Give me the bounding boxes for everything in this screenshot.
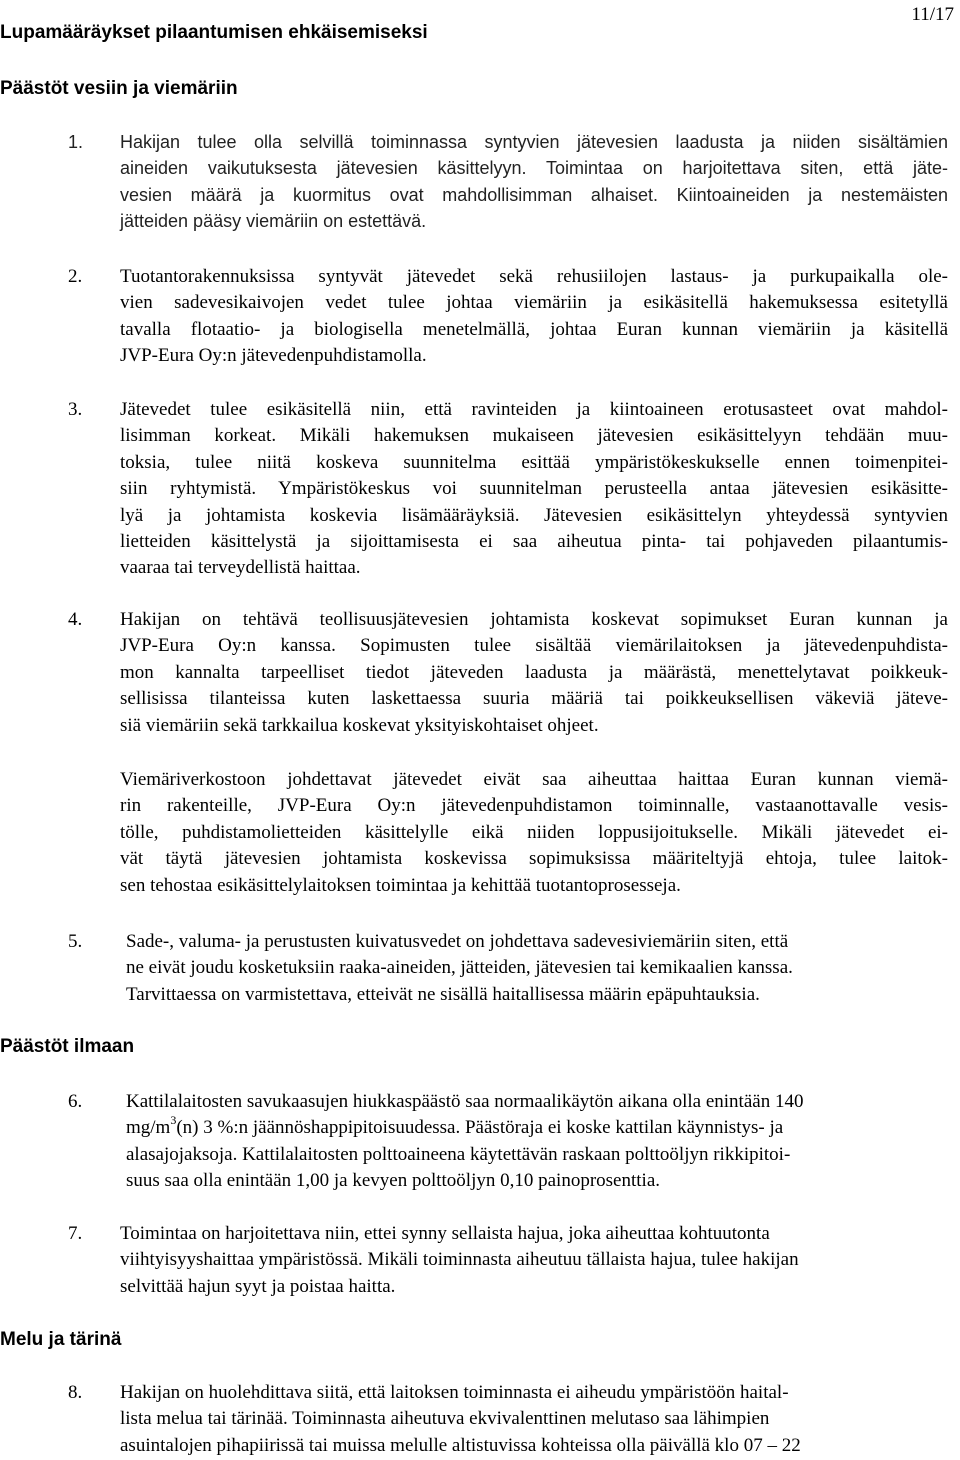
text-line: sen tehostaa esikäsittelylaitoksen toimintaa ja kehittää tuotantoprosesseja. xyxy=(120,874,681,896)
text-line: alasajojaksoja. Kattilalaitosten polttoaineena käytettävän raskaan polttoöljyn rikkipitoi- xyxy=(126,1143,791,1165)
text-line: lista melua tai tärinää. Toiminnasta aiheutuva ekvivalenttinen melutaso saa lähimpien xyxy=(120,1408,770,1430)
text-line: asuintalojen pihapiirissä tai muissa melulle altistuvissa kohteissa olla päivällä klo 07 – 22 xyxy=(120,1434,801,1456)
item-number: 6. xyxy=(68,1091,83,1112)
text-fragment: (n) 3 %:n jäännöshappipitoisuudessa. Päästöraja ei koske kattilan käynnistys- ja xyxy=(176,1117,784,1139)
text-line: Hakijan on tehtävä teollisuusjätevesien johtamista koskevat sopimukset Euran kunnan ja xyxy=(120,609,948,630)
text-line: Jätevedet tulee esikäsitellä niin, että ravinteiden ja kiintoaineen erotusasteet ovat mahdol- xyxy=(120,399,948,420)
item-number: 5. xyxy=(68,931,83,952)
item-text xyxy=(120,607,948,739)
item-text xyxy=(120,1380,948,1459)
item-text xyxy=(126,929,948,1008)
item-number: 1. xyxy=(68,132,84,152)
text-line: aineiden vaikutuksesta jätevesien käsittelyyn. Toimintaa on harjoitettava siten, että jäte- xyxy=(120,158,948,179)
text-line: tavalla flotaatio- ja biologisella menetelmällä, johtaa Euran kunnan viemäriin ja käsitellä xyxy=(120,318,948,340)
item-text xyxy=(120,264,948,370)
text-line: Hakijan on huolehdittava siitä, että laitoksen toiminnasta ei aiheudu ympäristöön haital- xyxy=(120,1382,789,1403)
text-line: siä viemäriin sekä tarkkailua koskevat yksityiskohtaiset ohjeet. xyxy=(120,714,599,736)
section-heading-noise: Melu ja tärinä xyxy=(0,1329,122,1350)
item-number: 8. xyxy=(68,1382,83,1403)
text-line: vien sadevesikaivojen vedet tulee johtaa viemäriin ja esikäsitellä hakemuksessa esitetyllä xyxy=(120,292,948,314)
text-line: Viemäriverkostoon johdettavat jätevedet eivät saa aiheuttaa haittaa Euran kunnan viemä- xyxy=(120,769,948,790)
item-text xyxy=(120,767,948,899)
text-line: Sade-, valuma- ja perustusten kuivatusvedet on johdettava sadevesiviemäriin siten, että xyxy=(126,931,789,952)
text-line: Tarvittaessa on varmistettava, etteivät ne sisällä haitallisessa määrin epäpuhtauksia. xyxy=(126,983,760,1005)
text-line: siin ryhtymistä. Ympäristökeskus voi suunnitelman perusteella antaa jätevesien esikäsitte- xyxy=(120,478,948,500)
text-line: JVP-Eura Oy:n jätevedenpuhdistamolla. xyxy=(120,345,427,367)
text-line: lyä ja johtamista koskevia lisämääräyksiä. Jätevesien esikäsittelyn yhteydessä syntyvien xyxy=(120,504,948,526)
text-line: Hakijan tulee olla selvillä toiminnassa syntyvien jätevesien laadusta ja niiden sisältämien xyxy=(120,132,948,152)
item-number: 7. xyxy=(68,1223,83,1244)
text-line: Kattilalaitosten savukaasujen hiukkaspäästö saa normaalikäytön aikana olla enintään 140 xyxy=(126,1091,804,1112)
text-line: tölle, puhdistamolietteiden käsittelylle eikä niiden loppusijoitukselle. Mikäli jätevedet ei- xyxy=(120,821,948,843)
superscript: 3 xyxy=(170,1113,177,1128)
item-number: 3. xyxy=(68,399,83,420)
text-line: JVP-Eura Oy:n kanssa. Sopimusten tulee sisältää viemärilaitoksen ja jätevedenpuhdista- xyxy=(120,635,948,657)
item-number: 4. xyxy=(68,609,83,630)
text-line: toksia, tulee niitä koskeva suunnitelma esittää ympäristökeskukselle ennen toimenpitei- xyxy=(120,451,948,473)
text-line: lietteiden käsittelystä ja sijoittamisesta ei saa aiheutua pinta- tai pohjaveden pilaantumis- xyxy=(120,531,948,553)
text-line xyxy=(126,1115,948,1141)
text-line: vaaraa tai terveydellistä haittaa. xyxy=(120,557,361,579)
section-heading-water: Päästöt vesiin ja viemäriin xyxy=(0,78,238,99)
text-line: Toimintaa on harjoitettava niin, ettei synny sellaista hajua, joka aiheuttaa kohtuutonta xyxy=(120,1223,770,1244)
text-line: ne eivät joudu kosketuksiin raaka-aineiden, jätteiden, jätevesien tai kemikaalien kanssa. xyxy=(126,957,793,979)
section-heading-air: Päästöt ilmaan xyxy=(0,1036,135,1057)
text-line: Tuotantorakennuksissa syntyvät jätevedet sekä rehusiilojen lastaus- ja purkupaikalla ole- xyxy=(120,266,948,287)
item-text xyxy=(120,1221,948,1300)
item-text xyxy=(126,1089,948,1195)
page-number: 11/17 xyxy=(911,4,954,25)
text-line: jätteiden pääsy viemäriin on estettävä. xyxy=(120,211,427,232)
document-title: Lupamääräykset pilaantumisen ehkäisemiseksi xyxy=(0,22,428,43)
text-line: vesien määrä ja kuormitus ovat mahdollisimman alhaiset. Kiintoaineiden ja nestemäisten xyxy=(120,184,948,205)
text-line: sellisissa tilanteissa kuten laskettaessa suuria määriä tai poikkeuksellisen väkeviä jäteve- xyxy=(120,688,948,710)
item-text xyxy=(120,397,948,582)
text-line: vät täytä jätevesien johtamista koskevissa sopimuksissa määriteltyjä ehtoja, tulee laitok- xyxy=(120,848,948,870)
text-line: suus saa olla enintään 1,00 ja kevyen polttoöljyn 0,10 painoprosenttia. xyxy=(126,1170,661,1192)
text-line: viihtyisyyshaittaa ympäristössä. Mikäli toiminnasta aiheutuu tällaista hajua, tulee hakijan xyxy=(120,1249,799,1271)
item-text xyxy=(120,129,948,235)
text-line: selvittää hajun syyt ja poistaa haitta. xyxy=(120,1275,396,1297)
item-number: 2. xyxy=(68,266,83,287)
text-line: lisimman korkeat. Mikäli hakemuksen mukaiseen jätevesien esikäsittelyyn tehdään muu- xyxy=(120,425,948,447)
text-line: mon kannalta tarpeelliset tiedot jäteveden laadusta ja määrästä, menettelytavat poikkeuk- xyxy=(120,661,948,683)
text-line: rin rakenteille, JVP-Eura Oy:n jätevedenpuhdistamon toiminnalle, vastaanottavalle vesis- xyxy=(120,795,948,817)
unit-text: mg/m xyxy=(126,1117,171,1139)
